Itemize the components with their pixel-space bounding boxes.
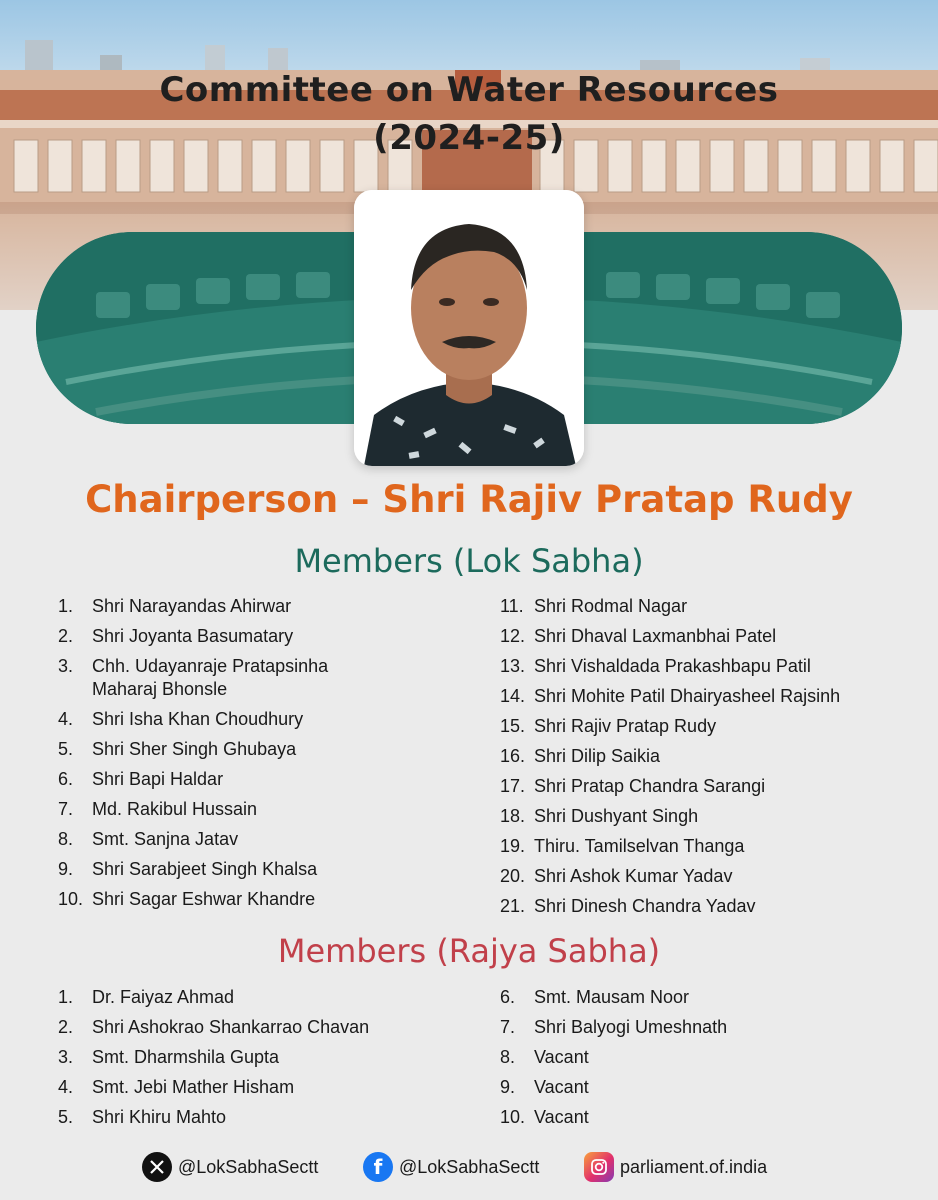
x-icon (142, 1152, 172, 1182)
list-item: 21. Shri Dinesh Chandra Yadav (500, 896, 756, 916)
chairperson-photo-card (354, 190, 584, 466)
list-item: 20. Shri Ashok Kumar Yadav (500, 866, 733, 886)
list-item: 7. Md. Rakibul Hussain (58, 799, 258, 819)
x-handle: @LokSabhaSectt (178, 1156, 319, 1177)
list-item: 4. Smt. Jebi Mather Hisham (58, 1077, 295, 1097)
list-item: 16. Shri Dilip Saikia (500, 746, 661, 766)
facebook-link[interactable] (363, 1150, 539, 1184)
list-item: 13. Shri Vishaldada Prakashbapu Patil (500, 656, 811, 676)
list-item: 17. Shri Pratap Chandra Sarangi (500, 776, 766, 796)
page-title: Committee on Water Resources (159, 70, 779, 110)
list-item: 2. Shri Ashokrao Shankarrao Chavan (58, 1017, 370, 1037)
social-footer (0, 1150, 938, 1184)
list-item: 6. Shri Bapi Haldar (58, 769, 224, 789)
list-item: 19. Thiru. Tamilselvan Thanga (500, 836, 745, 856)
list-item: 18. Shri Dushyant Singh (500, 806, 699, 826)
list-item: 10. Vacant (500, 1107, 589, 1127)
list-item: 3. Smt. Dharmshila Gupta (58, 1047, 280, 1067)
list-item: 7. Shri Balyogi Umeshnath (500, 1017, 728, 1037)
instagram-icon (584, 1152, 614, 1182)
instagram-link[interactable] (584, 1150, 767, 1184)
list-item: 5. Shri Sher Singh Ghubaya (58, 739, 297, 759)
list-item: 12. Shri Dhaval Laxmanbhai Patel (500, 626, 777, 646)
list-item: 4. Shri Isha Khan Choudhury (58, 709, 304, 729)
facebook-handle: @LokSabhaSectt (399, 1156, 540, 1177)
list-item: 8. Vacant (500, 1047, 589, 1067)
lok-sabha-heading: Members (Lok Sabha) (294, 542, 644, 580)
list-item: 9. Vacant (500, 1077, 589, 1097)
list-item: 5. Shri Khiru Mahto (58, 1107, 227, 1127)
list-item: 6. Smt. Mausam Noor (500, 987, 690, 1007)
rajya-sabha-heading: Members (Rajya Sabha) (277, 932, 661, 970)
list-item: 8. Smt. Sanjna Jatav (58, 829, 239, 849)
list-item: 9. Shri Sarabjeet Singh Khalsa (58, 859, 318, 879)
lok-sabha-list-left (58, 595, 478, 918)
list-item: 3. Chh. Udayanraje Pratapsinha Maharaj Bhonsle (58, 656, 329, 699)
list-item: 14. Shri Mohite Patil Dhairyasheel Rajsinh (500, 686, 841, 706)
rajya-sabha-list-left (58, 986, 478, 1136)
chairperson-heading: Chairperson – Shri Rajiv Pratap Rudy (85, 478, 853, 521)
rajya-sabha-list-right (500, 986, 920, 1136)
x-link[interactable] (142, 1150, 318, 1184)
chairperson-portrait (354, 190, 584, 466)
list-item: 15. Shri Rajiv Pratap Rudy (500, 716, 717, 736)
lok-sabha-list-right (500, 595, 920, 925)
list-item: 1. Shri Narayandas Ahirwar (58, 596, 292, 616)
facebook-icon: f (363, 1152, 393, 1182)
list-item: 2. Shri Joyanta Basumatary (58, 626, 294, 646)
list-item: 10. Shri Sagar Eshwar Khandre (58, 889, 316, 909)
list-item: 11. Shri Rodmal Nagar (500, 596, 688, 616)
page-subtitle-year: (2024-25) (373, 118, 565, 158)
list-item: 1. Dr. Faiyaz Ahmad (58, 987, 235, 1007)
instagram-handle: parliament.of.india (620, 1156, 768, 1177)
